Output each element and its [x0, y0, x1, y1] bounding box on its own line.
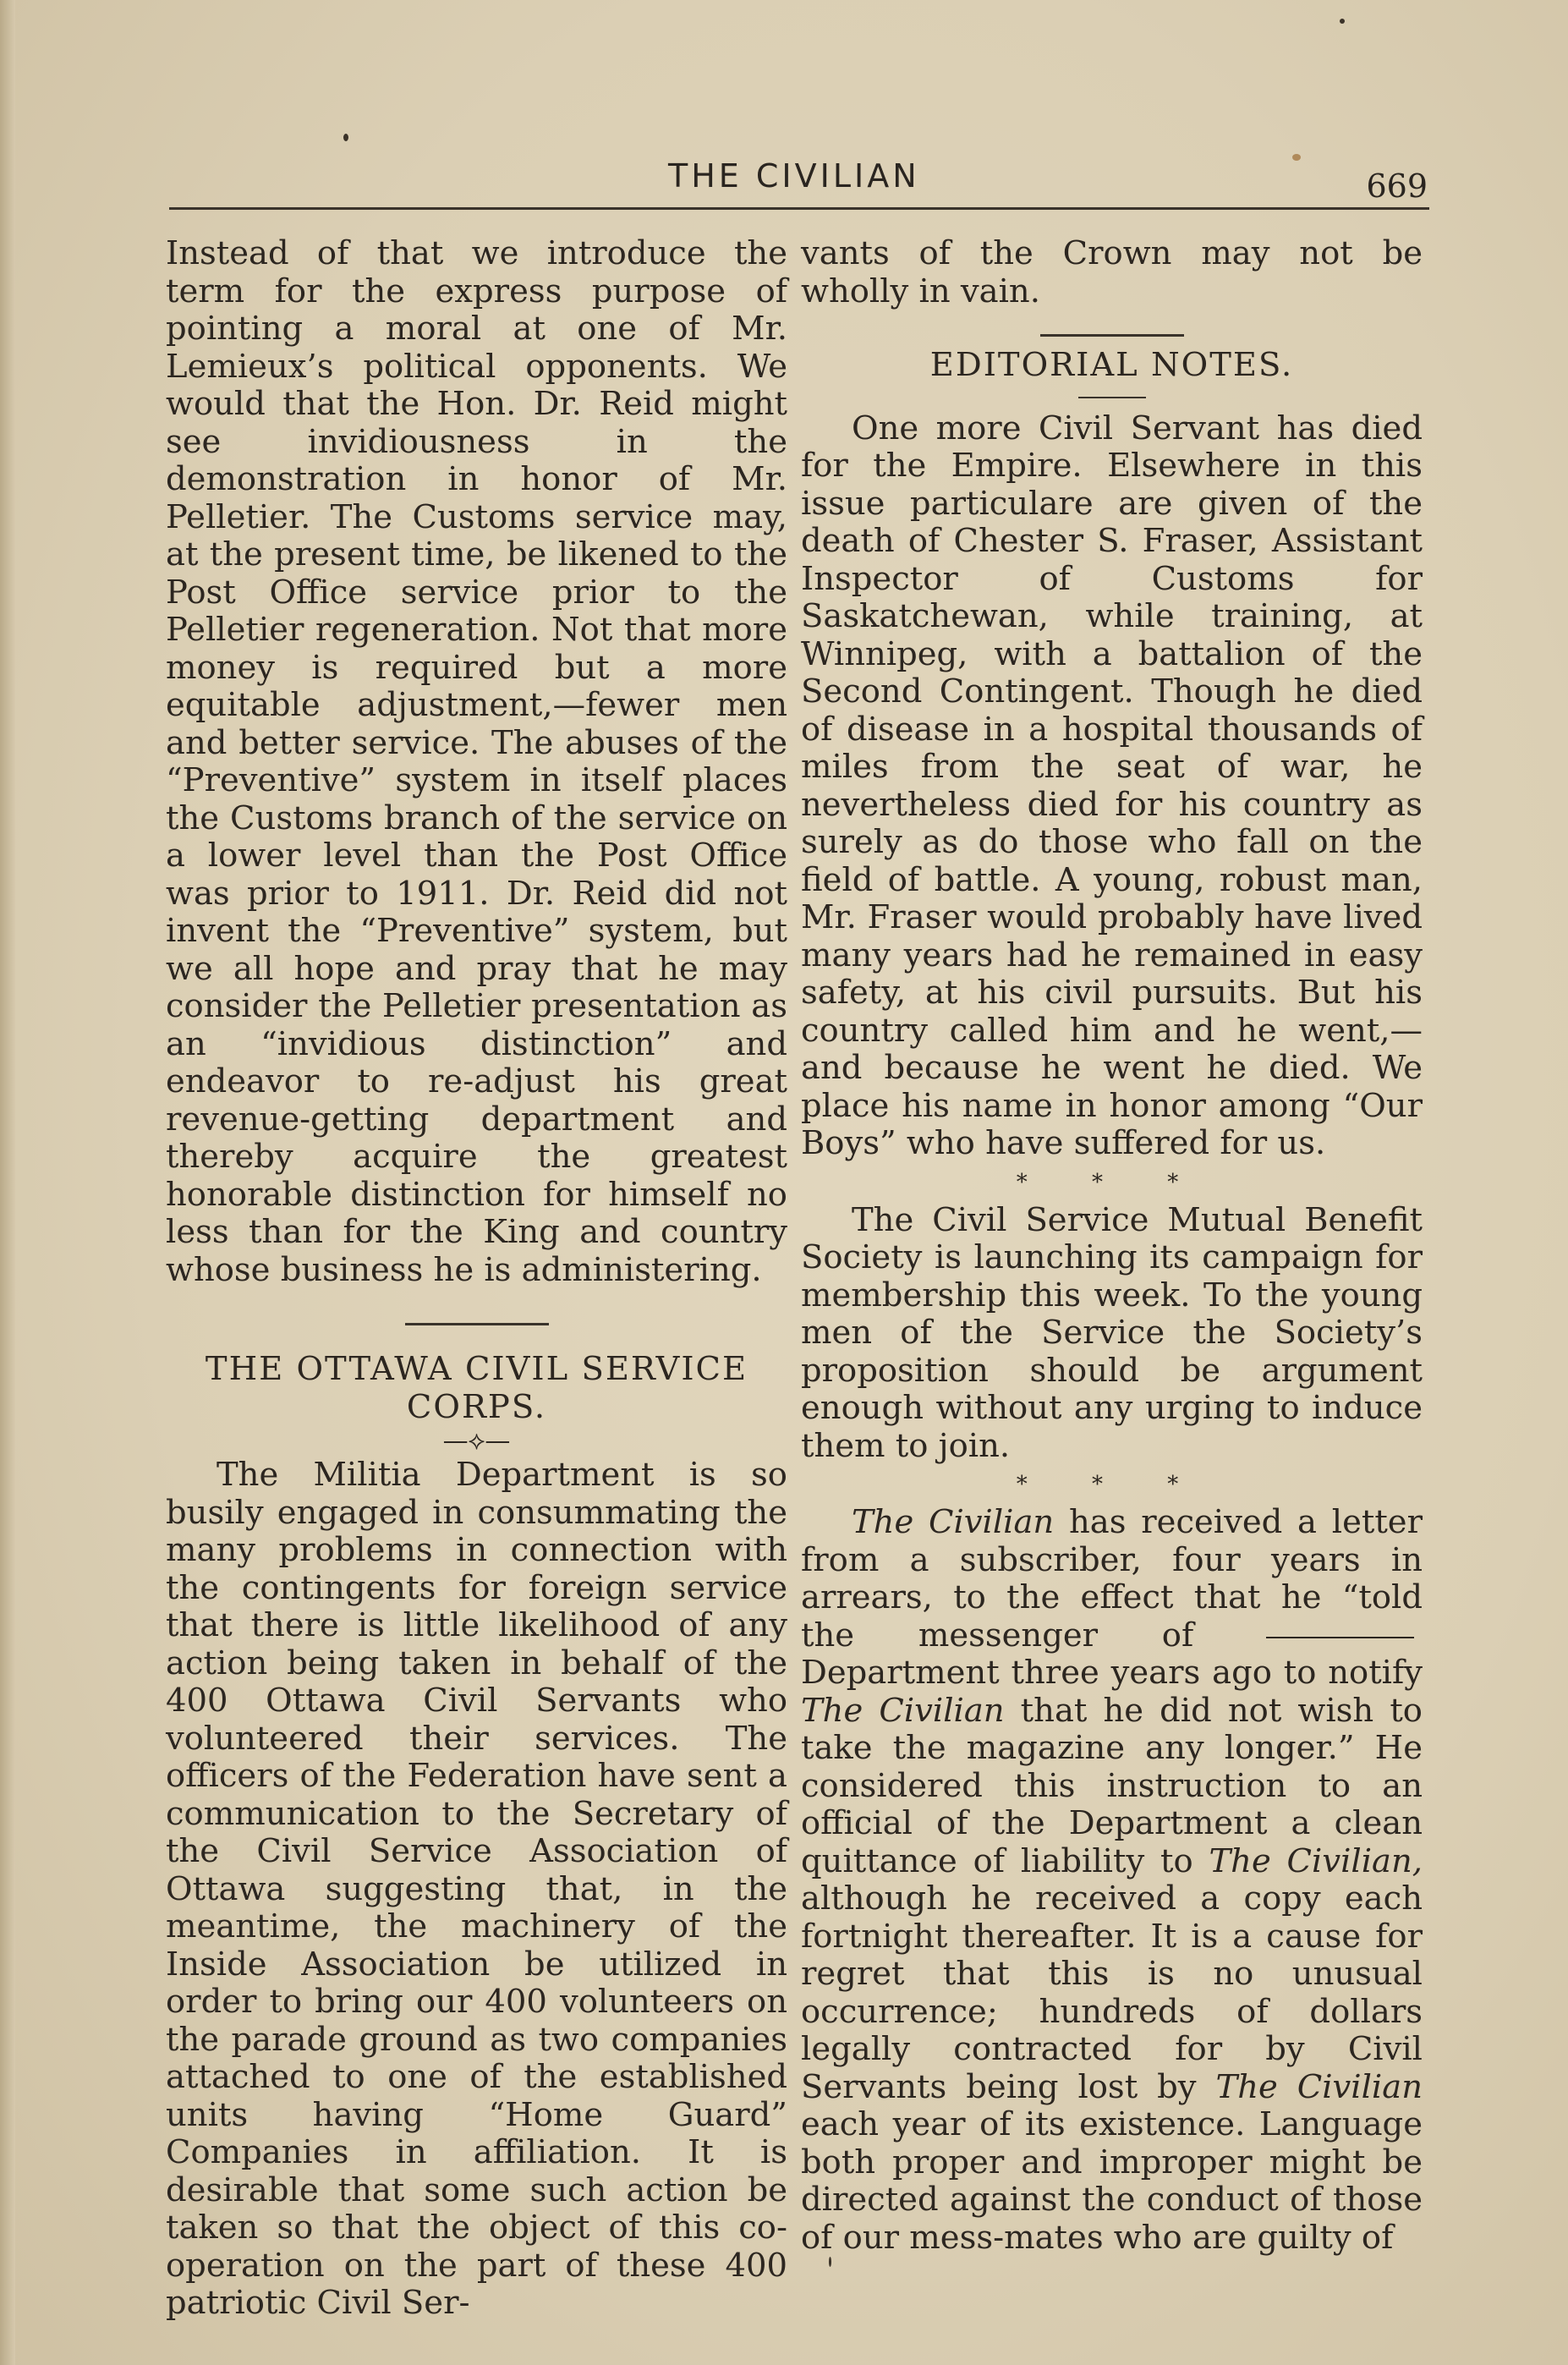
- right-column: [801, 235, 1423, 2257]
- editorial-heading: EDITORIAL NOTES.: [929, 346, 1294, 384]
- blank-dash: [1266, 1637, 1414, 1638]
- editorial-paragraph-3: [801, 1504, 1423, 2257]
- editorial-paragraph-2: The Civil Service Mutual Benefit Society is launching its campaign for membership this week. To the young men of the Service the Society’s proposition should be argument enough without any urging to induce them to join.: [801, 1200, 1423, 1465]
- paper-speck: [343, 134, 348, 141]
- page-number: 669: [1366, 167, 1428, 205]
- text-run: Department three years ago to notify: [801, 1654, 1423, 1692]
- left-paragraph-2: The Militia Department is so busily engaged in consummating the many problems in connection with the contingents for foreign service that there is little likelihood of any action being taken in behalf of the 400 Ottawa Civil Servants who volunteered their services. The officers of the Federation have sent a communication to the Secretary of the Civil Service Association of Ottawa suggesting that, in the meantime, the machinery of the Inside Association be utilized in order to bring our 400 volunteers on the parade ground as two companies attached to one of the established units having “Home Guard” Companies in affiliation. It is desirable that some such action be taken so that the object of this co-operation on the part of these 400 patriotic Civil Ser-: [166, 1456, 787, 2322]
- running-title: THE CIVILIAN: [668, 157, 920, 195]
- periodical-name: The Civilian,: [1209, 1841, 1423, 1880]
- left-paragraph-1: Instead of that we introduce the term for the express purpose of pointing a moral at one of Mr. Lemieux’s political opponents. We would that the Hon. Dr. Reid might see invidiousness in the demonstration in honor of Mr. Pelletier. The Customs service may, at the present time, be likened to the Post Office service prior to the Pelletier regeneration. Not that more money is required but a more equitable adjustment,—fewer men and better service. The abuses of the “Preventive” system in itself places the Customs branch of the service on a lower level than the Post Office was prior to 1911. Dr. Reid did not invent the “Preventive” system, but we all hope and pray that he may consider the Pelletier presentation as an “invidious distinction” and endeavor to re-adjust his great revenue-getting department and thereby acquire the greatest honorable distinction for himself no less than for the King and country whose business he is administering.: [166, 234, 787, 1289]
- paper-speck: [1340, 19, 1345, 24]
- periodical-name: The Civilian: [1215, 2067, 1423, 2106]
- paper-speck: [829, 2257, 831, 2267]
- section-heading-line1: THE OTTAWA CIVIL SERVICE: [205, 1350, 748, 1388]
- right-paragraph-continuation: vants of the Crown may not be wholly in vain.: [801, 234, 1423, 310]
- text-run: although he received a copy each fortnight thereafter. It is a cause for regret that this is no unusual occurrence; hundreds of dollars legally contracted for by Civil Servants being lost by: [801, 1879, 1423, 2106]
- paper-speck: [1292, 154, 1301, 161]
- header-rule: [169, 207, 1429, 210]
- running-header: [169, 157, 1438, 208]
- section-heading-line2: CORPS.: [406, 1387, 547, 1426]
- editorial-paragraph-1: One more Civil Servant has died for the Empire. Elsewhere in this issue particulare are given of the death of Chester S. Fraser, Assistant Inspector of Customs for Saskatchewan, while training, at Winnipeg, with a battalion of the Second Contingent. Though he died of disease in a hospital thousands of miles from the seat of war, he nevertheless died for his country as surely as do those who fall on the field of battle. A young, robust man, Mr. Fraser would probably have lived many years had he remained in easy safety, at his civil pursuits. But his country called him and he went,—and because he went he died. We place his name in honor among “Our Boys” who have suffered for us.: [801, 409, 1423, 1162]
- periodical-name: The Civilian: [852, 1503, 1055, 1541]
- asterism-2: * * *: [1016, 1472, 1208, 1497]
- left-column: [166, 235, 787, 2323]
- binding-gutter: [0, 0, 15, 2365]
- periodical-name: The Civilian: [801, 1691, 1005, 1730]
- heading-ornament: —⟡—: [442, 1426, 511, 1456]
- asterism-1: * * *: [1016, 1169, 1208, 1195]
- text-run: has received a letter from a subscriber, four years in arrears, to the effect that he “told the messenger of: [801, 1503, 1423, 1654]
- text-run: that he did not wish to take the magazine any longer.” He considered this instruction to an official of the Department a clean quittance of liability to: [801, 1691, 1423, 1880]
- text-run: each year of its existence. Language both proper and improper might be directed against the conduct of those of our mess-mates who are guilty of: [801, 2105, 1423, 2257]
